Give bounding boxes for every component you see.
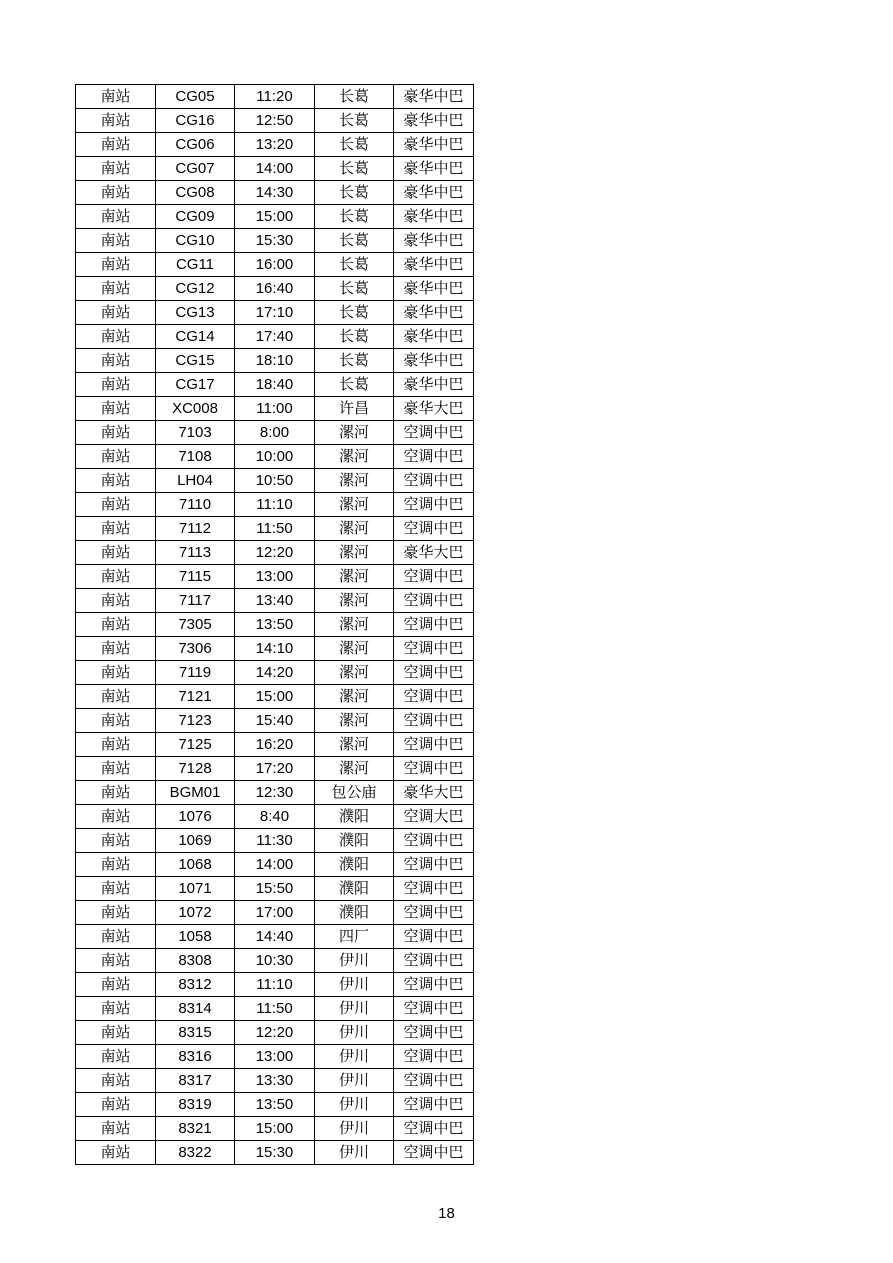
- departure-time-cell: 18:40: [235, 373, 315, 397]
- route-number-cell: 8315: [156, 1021, 235, 1045]
- bus-type-cell: 豪华中巴: [394, 301, 474, 325]
- destination-cell: 伊川: [315, 997, 394, 1021]
- destination-cell: 伊川: [315, 949, 394, 973]
- bus-type-cell: 空调中巴: [394, 493, 474, 517]
- station-cell: 南站: [76, 253, 156, 277]
- table-row: [76, 829, 474, 853]
- table-row: [76, 325, 474, 349]
- departure-time-cell: 15:30: [235, 229, 315, 253]
- destination-cell: 濮阳: [315, 853, 394, 877]
- destination-cell: 伊川: [315, 1045, 394, 1069]
- station-cell: 南站: [76, 85, 156, 109]
- station-cell: 南站: [76, 181, 156, 205]
- station-cell: 南站: [76, 565, 156, 589]
- destination-cell: 濮阳: [315, 805, 394, 829]
- destination-cell: 漯河: [315, 445, 394, 469]
- table-row: [76, 757, 474, 781]
- departure-time-cell: 17:40: [235, 325, 315, 349]
- table-row: [76, 349, 474, 373]
- destination-cell: 濮阳: [315, 901, 394, 925]
- departure-time-cell: 18:10: [235, 349, 315, 373]
- bus-type-cell: 空调中巴: [394, 1141, 474, 1165]
- route-number-cell: 8321: [156, 1117, 235, 1141]
- departure-time-cell: 10:50: [235, 469, 315, 493]
- bus-type-cell: 豪华中巴: [394, 133, 474, 157]
- table-row: [76, 373, 474, 397]
- bus-type-cell: 空调中巴: [394, 637, 474, 661]
- bus-type-cell: 空调中巴: [394, 1093, 474, 1117]
- station-cell: 南站: [76, 805, 156, 829]
- station-cell: 南站: [76, 733, 156, 757]
- departure-time-cell: 16:00: [235, 253, 315, 277]
- table-row: [76, 469, 474, 493]
- bus-type-cell: 空调中巴: [394, 589, 474, 613]
- departure-time-cell: 16:40: [235, 277, 315, 301]
- station-cell: 南站: [76, 325, 156, 349]
- destination-cell: 四厂: [315, 925, 394, 949]
- bus-type-cell: 空调中巴: [394, 949, 474, 973]
- route-number-cell: 1071: [156, 877, 235, 901]
- route-number-cell: CG16: [156, 109, 235, 133]
- route-number-cell: CG13: [156, 301, 235, 325]
- table-row: [76, 301, 474, 325]
- station-cell: 南站: [76, 901, 156, 925]
- station-cell: 南站: [76, 877, 156, 901]
- destination-cell: 长葛: [315, 157, 394, 181]
- station-cell: 南站: [76, 397, 156, 421]
- departure-time-cell: 15:50: [235, 877, 315, 901]
- route-number-cell: CG12: [156, 277, 235, 301]
- route-number-cell: 1068: [156, 853, 235, 877]
- table-row: [76, 445, 474, 469]
- route-number-cell: 7123: [156, 709, 235, 733]
- destination-cell: 长葛: [315, 277, 394, 301]
- table-row: [76, 1069, 474, 1093]
- departure-time-cell: 15:30: [235, 1141, 315, 1165]
- bus-type-cell: 豪华中巴: [394, 373, 474, 397]
- route-number-cell: 1076: [156, 805, 235, 829]
- station-cell: 南站: [76, 541, 156, 565]
- destination-cell: 漯河: [315, 733, 394, 757]
- bus-type-cell: 空调中巴: [394, 925, 474, 949]
- destination-cell: 长葛: [315, 373, 394, 397]
- table-row: [76, 157, 474, 181]
- destination-cell: 漯河: [315, 541, 394, 565]
- destination-cell: 长葛: [315, 229, 394, 253]
- destination-cell: 许昌: [315, 397, 394, 421]
- route-number-cell: 8319: [156, 1093, 235, 1117]
- bus-type-cell: 空调中巴: [394, 1117, 474, 1141]
- departure-time-cell: 13:40: [235, 589, 315, 613]
- destination-cell: 长葛: [315, 85, 394, 109]
- station-cell: 南站: [76, 445, 156, 469]
- route-number-cell: CG10: [156, 229, 235, 253]
- destination-cell: 漯河: [315, 757, 394, 781]
- route-number-cell: 7305: [156, 613, 235, 637]
- bus-type-cell: 空调中巴: [394, 853, 474, 877]
- destination-cell: 包公庙: [315, 781, 394, 805]
- station-cell: 南站: [76, 613, 156, 637]
- departure-time-cell: 10:00: [235, 445, 315, 469]
- station-cell: 南站: [76, 685, 156, 709]
- route-number-cell: LH04: [156, 469, 235, 493]
- destination-cell: 伊川: [315, 1069, 394, 1093]
- table-row: [76, 541, 474, 565]
- departure-time-cell: 15:00: [235, 1117, 315, 1141]
- route-number-cell: 1069: [156, 829, 235, 853]
- bus-type-cell: 空调中巴: [394, 661, 474, 685]
- route-number-cell: CG06: [156, 133, 235, 157]
- table-row: [76, 517, 474, 541]
- bus-type-cell: 空调中巴: [394, 565, 474, 589]
- departure-time-cell: 14:30: [235, 181, 315, 205]
- page-number: 18: [438, 1205, 455, 1222]
- destination-cell: 漯河: [315, 661, 394, 685]
- destination-cell: 漯河: [315, 421, 394, 445]
- route-number-cell: 1058: [156, 925, 235, 949]
- station-cell: 南站: [76, 661, 156, 685]
- bus-type-cell: 豪华中巴: [394, 349, 474, 373]
- route-number-cell: 7113: [156, 541, 235, 565]
- departure-time-cell: 12:20: [235, 541, 315, 565]
- table-row: [76, 1093, 474, 1117]
- schedule-table-body: [76, 85, 474, 1165]
- station-cell: 南站: [76, 1021, 156, 1045]
- route-number-cell: 7112: [156, 517, 235, 541]
- station-cell: 南站: [76, 109, 156, 133]
- bus-type-cell: 豪华中巴: [394, 85, 474, 109]
- station-cell: 南站: [76, 277, 156, 301]
- destination-cell: 长葛: [315, 325, 394, 349]
- bus-type-cell: 空调中巴: [394, 469, 474, 493]
- departure-time-cell: 17:20: [235, 757, 315, 781]
- departure-time-cell: 15:00: [235, 205, 315, 229]
- departure-time-cell: 8:00: [235, 421, 315, 445]
- destination-cell: 伊川: [315, 1093, 394, 1117]
- departure-time-cell: 14:00: [235, 853, 315, 877]
- station-cell: 南站: [76, 133, 156, 157]
- departure-time-cell: 11:10: [235, 973, 315, 997]
- route-number-cell: 7125: [156, 733, 235, 757]
- station-cell: 南站: [76, 757, 156, 781]
- table-row: [76, 1117, 474, 1141]
- departure-time-cell: 15:40: [235, 709, 315, 733]
- station-cell: 南站: [76, 1069, 156, 1093]
- station-cell: 南站: [76, 157, 156, 181]
- station-cell: 南站: [76, 829, 156, 853]
- table-row: [76, 205, 474, 229]
- station-cell: 南站: [76, 229, 156, 253]
- departure-time-cell: 14:20: [235, 661, 315, 685]
- bus-type-cell: 豪华中巴: [394, 109, 474, 133]
- route-number-cell: XC008: [156, 397, 235, 421]
- departure-time-cell: 12:20: [235, 1021, 315, 1045]
- departure-time-cell: 11:30: [235, 829, 315, 853]
- station-cell: 南站: [76, 1045, 156, 1069]
- bus-type-cell: 空调中巴: [394, 1069, 474, 1093]
- departure-time-cell: 17:00: [235, 901, 315, 925]
- bus-type-cell: 豪华大巴: [394, 397, 474, 421]
- table-row: [76, 181, 474, 205]
- station-cell: 南站: [76, 1093, 156, 1117]
- table-row: [76, 109, 474, 133]
- destination-cell: 濮阳: [315, 877, 394, 901]
- departure-time-cell: 11:20: [235, 85, 315, 109]
- table-row: [76, 901, 474, 925]
- bus-type-cell: 豪华中巴: [394, 157, 474, 181]
- departure-time-cell: 10:30: [235, 949, 315, 973]
- route-number-cell: BGM01: [156, 781, 235, 805]
- route-number-cell: CG09: [156, 205, 235, 229]
- bus-type-cell: 空调中巴: [394, 877, 474, 901]
- departure-time-cell: 8:40: [235, 805, 315, 829]
- station-cell: 南站: [76, 853, 156, 877]
- departure-time-cell: 14:10: [235, 637, 315, 661]
- bus-type-cell: 豪华中巴: [394, 229, 474, 253]
- table-row: [76, 277, 474, 301]
- station-cell: 南站: [76, 301, 156, 325]
- route-number-cell: CG17: [156, 373, 235, 397]
- table-row: [76, 973, 474, 997]
- destination-cell: 长葛: [315, 109, 394, 133]
- destination-cell: 漯河: [315, 685, 394, 709]
- table-row: [76, 733, 474, 757]
- bus-type-cell: 豪华中巴: [394, 205, 474, 229]
- table-row: [76, 853, 474, 877]
- station-cell: 南站: [76, 589, 156, 613]
- route-number-cell: 8322: [156, 1141, 235, 1165]
- route-number-cell: 7128: [156, 757, 235, 781]
- table-row: [76, 637, 474, 661]
- table-row: [76, 421, 474, 445]
- bus-type-cell: 空调中巴: [394, 709, 474, 733]
- route-number-cell: 7117: [156, 589, 235, 613]
- route-number-cell: 7115: [156, 565, 235, 589]
- table-row: [76, 589, 474, 613]
- bus-type-cell: 豪华大巴: [394, 781, 474, 805]
- destination-cell: 漯河: [315, 493, 394, 517]
- departure-time-cell: 16:20: [235, 733, 315, 757]
- route-number-cell: 1072: [156, 901, 235, 925]
- departure-time-cell: 12:30: [235, 781, 315, 805]
- departure-time-cell: 13:00: [235, 1045, 315, 1069]
- bus-type-cell: 空调中巴: [394, 517, 474, 541]
- table-row: [76, 397, 474, 421]
- schedule-table: [75, 84, 474, 1165]
- bus-type-cell: 空调中巴: [394, 829, 474, 853]
- bus-type-cell: 空调中巴: [394, 973, 474, 997]
- destination-cell: 长葛: [315, 349, 394, 373]
- destination-cell: 漯河: [315, 637, 394, 661]
- destination-cell: 伊川: [315, 1141, 394, 1165]
- bus-type-cell: 豪华中巴: [394, 325, 474, 349]
- bus-type-cell: 豪华大巴: [394, 541, 474, 565]
- station-cell: 南站: [76, 205, 156, 229]
- departure-time-cell: 12:50: [235, 109, 315, 133]
- station-cell: 南站: [76, 949, 156, 973]
- bus-type-cell: 空调中巴: [394, 421, 474, 445]
- station-cell: 南站: [76, 1141, 156, 1165]
- destination-cell: 伊川: [315, 1021, 394, 1045]
- route-number-cell: 8312: [156, 973, 235, 997]
- route-number-cell: 7306: [156, 637, 235, 661]
- destination-cell: 长葛: [315, 181, 394, 205]
- table-row: [76, 949, 474, 973]
- route-number-cell: CG14: [156, 325, 235, 349]
- departure-time-cell: 13:20: [235, 133, 315, 157]
- destination-cell: 伊川: [315, 973, 394, 997]
- bus-type-cell: 空调中巴: [394, 757, 474, 781]
- departure-time-cell: 13:50: [235, 613, 315, 637]
- departure-time-cell: 17:10: [235, 301, 315, 325]
- route-number-cell: 8317: [156, 1069, 235, 1093]
- table-row: [76, 709, 474, 733]
- station-cell: 南站: [76, 709, 156, 733]
- destination-cell: 濮阳: [315, 829, 394, 853]
- departure-time-cell: 15:00: [235, 685, 315, 709]
- route-number-cell: CG08: [156, 181, 235, 205]
- departure-time-cell: 13:00: [235, 565, 315, 589]
- departure-time-cell: 14:00: [235, 157, 315, 181]
- route-number-cell: 8314: [156, 997, 235, 1021]
- station-cell: 南站: [76, 349, 156, 373]
- route-number-cell: 8316: [156, 1045, 235, 1069]
- bus-type-cell: 空调中巴: [394, 997, 474, 1021]
- destination-cell: 漯河: [315, 589, 394, 613]
- departure-time-cell: 11:00: [235, 397, 315, 421]
- destination-cell: 漯河: [315, 709, 394, 733]
- station-cell: 南站: [76, 421, 156, 445]
- departure-time-cell: 14:40: [235, 925, 315, 949]
- destination-cell: 长葛: [315, 133, 394, 157]
- table-row: [76, 253, 474, 277]
- destination-cell: 漯河: [315, 517, 394, 541]
- route-number-cell: CG05: [156, 85, 235, 109]
- table-row: [76, 493, 474, 517]
- bus-type-cell: 豪华中巴: [394, 277, 474, 301]
- route-number-cell: 7119: [156, 661, 235, 685]
- route-number-cell: 7121: [156, 685, 235, 709]
- departure-time-cell: 13:30: [235, 1069, 315, 1093]
- station-cell: 南站: [76, 637, 156, 661]
- table-row: [76, 1045, 474, 1069]
- table-row: [76, 1141, 474, 1165]
- table-row: [76, 925, 474, 949]
- station-cell: 南站: [76, 925, 156, 949]
- route-number-cell: CG11: [156, 253, 235, 277]
- table-row: [76, 685, 474, 709]
- bus-type-cell: 空调中巴: [394, 613, 474, 637]
- table-row: [76, 1021, 474, 1045]
- table-row: [76, 613, 474, 637]
- departure-time-cell: 11:10: [235, 493, 315, 517]
- bus-type-cell: 空调中巴: [394, 733, 474, 757]
- station-cell: 南站: [76, 517, 156, 541]
- table-row: [76, 229, 474, 253]
- route-number-cell: CG07: [156, 157, 235, 181]
- route-number-cell: 8308: [156, 949, 235, 973]
- departure-time-cell: 11:50: [235, 517, 315, 541]
- destination-cell: 漯河: [315, 613, 394, 637]
- departure-time-cell: 13:50: [235, 1093, 315, 1117]
- table-row: [76, 565, 474, 589]
- bus-type-cell: 空调中巴: [394, 1021, 474, 1045]
- station-cell: 南站: [76, 469, 156, 493]
- table-row: [76, 781, 474, 805]
- destination-cell: 长葛: [315, 205, 394, 229]
- route-number-cell: CG15: [156, 349, 235, 373]
- bus-type-cell: 空调中巴: [394, 685, 474, 709]
- station-cell: 南站: [76, 781, 156, 805]
- station-cell: 南站: [76, 973, 156, 997]
- table-row: [76, 805, 474, 829]
- table-row: [76, 133, 474, 157]
- bus-type-cell: 豪华中巴: [394, 253, 474, 277]
- bus-type-cell: 空调大巴: [394, 805, 474, 829]
- destination-cell: 长葛: [315, 253, 394, 277]
- table-row: [76, 997, 474, 1021]
- route-number-cell: 7108: [156, 445, 235, 469]
- destination-cell: 漯河: [315, 469, 394, 493]
- table-row: [76, 85, 474, 109]
- destination-cell: 伊川: [315, 1117, 394, 1141]
- route-number-cell: 7103: [156, 421, 235, 445]
- bus-type-cell: 空调中巴: [394, 901, 474, 925]
- table-row: [76, 661, 474, 685]
- table-row: [76, 877, 474, 901]
- departure-time-cell: 11:50: [235, 997, 315, 1021]
- bus-type-cell: 空调中巴: [394, 445, 474, 469]
- station-cell: 南站: [76, 997, 156, 1021]
- bus-type-cell: 空调中巴: [394, 1045, 474, 1069]
- station-cell: 南站: [76, 373, 156, 397]
- route-number-cell: 7110: [156, 493, 235, 517]
- bus-type-cell: 豪华中巴: [394, 181, 474, 205]
- destination-cell: 长葛: [315, 301, 394, 325]
- destination-cell: 漯河: [315, 565, 394, 589]
- station-cell: 南站: [76, 493, 156, 517]
- station-cell: 南站: [76, 1117, 156, 1141]
